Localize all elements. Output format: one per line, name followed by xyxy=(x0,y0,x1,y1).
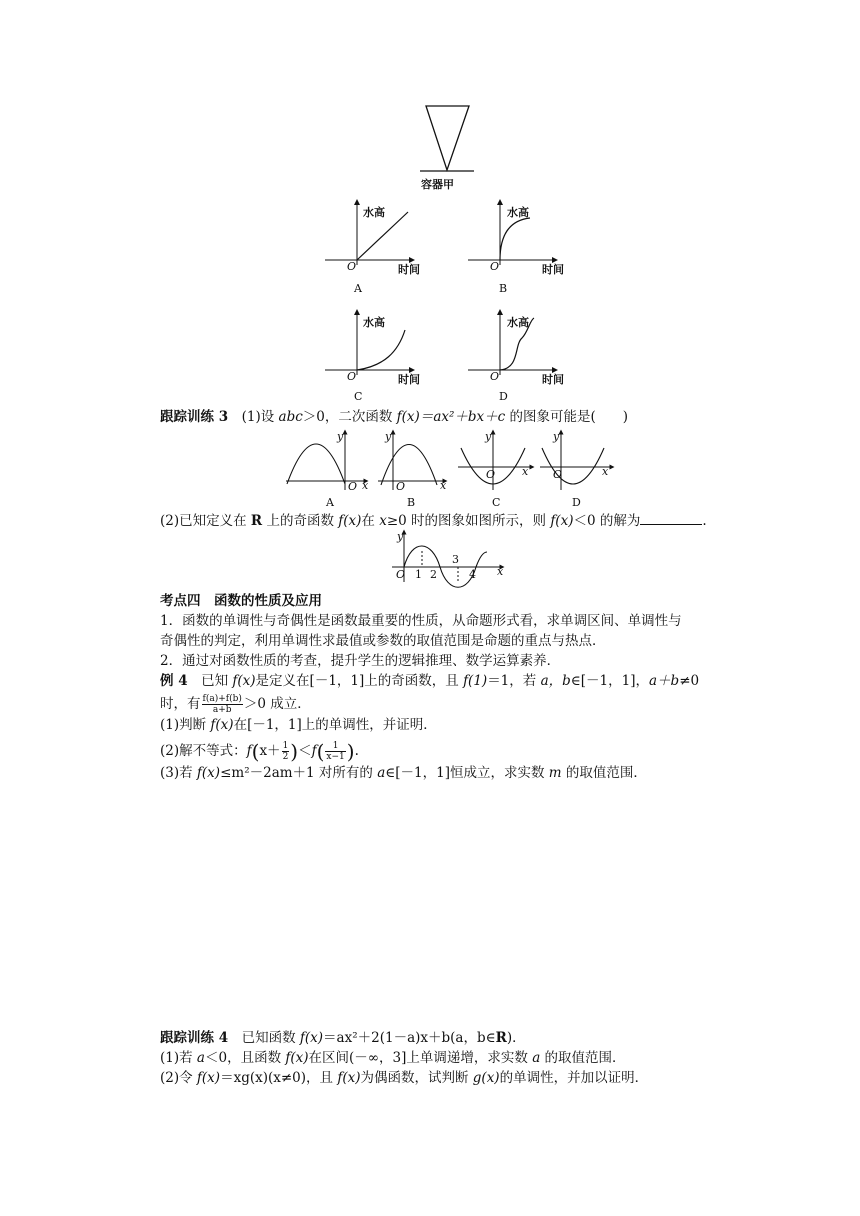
label-b: B xyxy=(499,282,508,295)
example4-line1: 例 4 已知 f(x)是定义在[－1，1]上的奇函数，且 f(1)＝1，若 a，b∈[－1，1]，a＋b≠0 xyxy=(160,673,700,689)
wave-graph xyxy=(0,0,860,600)
svg-text:y: y xyxy=(553,430,560,443)
svg-text:y: y xyxy=(397,530,404,543)
svg-text:O: O xyxy=(553,468,563,481)
practice4-line1: 跟踪训练 4 已知函数 f(x)＝ax²＋2(1－a)x＋b(a，b∈R)． xyxy=(160,1030,526,1046)
svg-text:y: y xyxy=(485,430,492,443)
svg-text:O: O xyxy=(348,480,358,493)
fraction: $\frac{f(a)+f(b)}{a+b}$ xyxy=(202,694,242,715)
parabola-label-d: D xyxy=(572,496,581,509)
label-c: C xyxy=(354,390,363,403)
section4-p1-line1: 1．函数的单调性与奇偶性是函数最重要的性质，从命题形式看，求单调区间、单调性与 xyxy=(160,613,682,629)
svg-text:x: x xyxy=(362,479,369,492)
parabola-label-b: B xyxy=(407,496,416,509)
example4-q1: (1)判断 f(x)在[－1，1]上的单调性，并证明． xyxy=(160,717,437,733)
ylabel-a: 水高 xyxy=(363,206,385,219)
practice3-q2: (2)已知定义在 R 上的奇函数 f(x)在 x≥0 时的图象如图所示，则 f(x)＜0 的解为 . xyxy=(160,513,707,529)
label-a: A xyxy=(354,282,362,295)
xlabel-a: 时间 xyxy=(398,263,420,276)
svg-text:x: x xyxy=(440,479,447,492)
section4-p1-line2: 奇偶性的判定，利用单调性求最值或参数的取值范围是命题的重点与热点． xyxy=(160,633,606,649)
ylabel-d: 水高 xyxy=(507,316,529,329)
wave-tick-3: 3 xyxy=(452,553,459,566)
example4-q3: (3)若 f(x)≤m²－2am＋1 对所有的 a∈[－1，1]恒成立，求实数 m 的取值范围． xyxy=(160,765,647,781)
xlabel-c: 时间 xyxy=(398,373,420,386)
svg-text:y: y xyxy=(385,430,392,443)
practice3-q1: 跟踪训练 3 (1)设 abc＞0，二次函数 f(x)＝ax²＋bx＋c 的图象可能是( ) xyxy=(160,409,629,425)
parabola-label-c: C xyxy=(492,496,501,509)
practice4-q2: (2)令 f(x)＝xg(x)(x≠0)，且 f(x)为偶函数，试判断 g(x)的单调性，并加以证明． xyxy=(160,1070,649,1086)
example4-label: 例 4 xyxy=(160,673,188,689)
wave-tick-2: 2 xyxy=(430,568,437,581)
svg-text:O: O xyxy=(486,468,496,481)
wave-tick-1: 1 xyxy=(415,568,422,581)
example4-q2: (2)解不等式：f(x＋ $\frac{1}{2}$ )＜f( $\frac{1}{x-1}$ ). xyxy=(160,739,359,764)
svg-text:x: x xyxy=(522,465,529,478)
xlabel-b: 时间 xyxy=(542,263,564,276)
parabola-label-a: A xyxy=(326,496,334,509)
svg-text:O: O xyxy=(396,568,406,581)
example4-line2: 时，有 $\frac{f(a)+f(b)}{a+b}$ ＞0 成立． xyxy=(160,694,311,715)
svg-text:O: O xyxy=(396,480,406,493)
ylabel-c: 水高 xyxy=(363,316,385,329)
ylabel-b: 水高 xyxy=(507,206,529,219)
svg-text:x: x xyxy=(497,565,504,578)
svg-text:x: x xyxy=(602,465,609,478)
label-d: D xyxy=(499,390,508,403)
practice4-title: 跟踪训练 4 xyxy=(160,1030,229,1046)
practice3-title: 跟踪训练 3 xyxy=(160,409,229,425)
xlabel-d: 时间 xyxy=(542,373,564,386)
origin-d: O xyxy=(490,370,500,383)
practice4-q1: (1)若 a＜0，且函数 f(x)在区间(－∞，3]上单调递增，求实数 a 的取值范围． xyxy=(160,1050,626,1066)
svg-text:y: y xyxy=(337,430,344,443)
section4-title: 考点四 函数的性质及应用 xyxy=(160,593,322,609)
wave-tick-4: 4 xyxy=(469,568,476,581)
container-caption: 容器甲 xyxy=(421,178,454,191)
origin-a: O xyxy=(347,260,357,273)
origin-b: O xyxy=(490,260,500,273)
section4-p2: 2．通过对函数性质的考查，提升学生的逻辑推理、数学运算素养． xyxy=(160,653,561,669)
origin-c: O xyxy=(347,370,357,383)
